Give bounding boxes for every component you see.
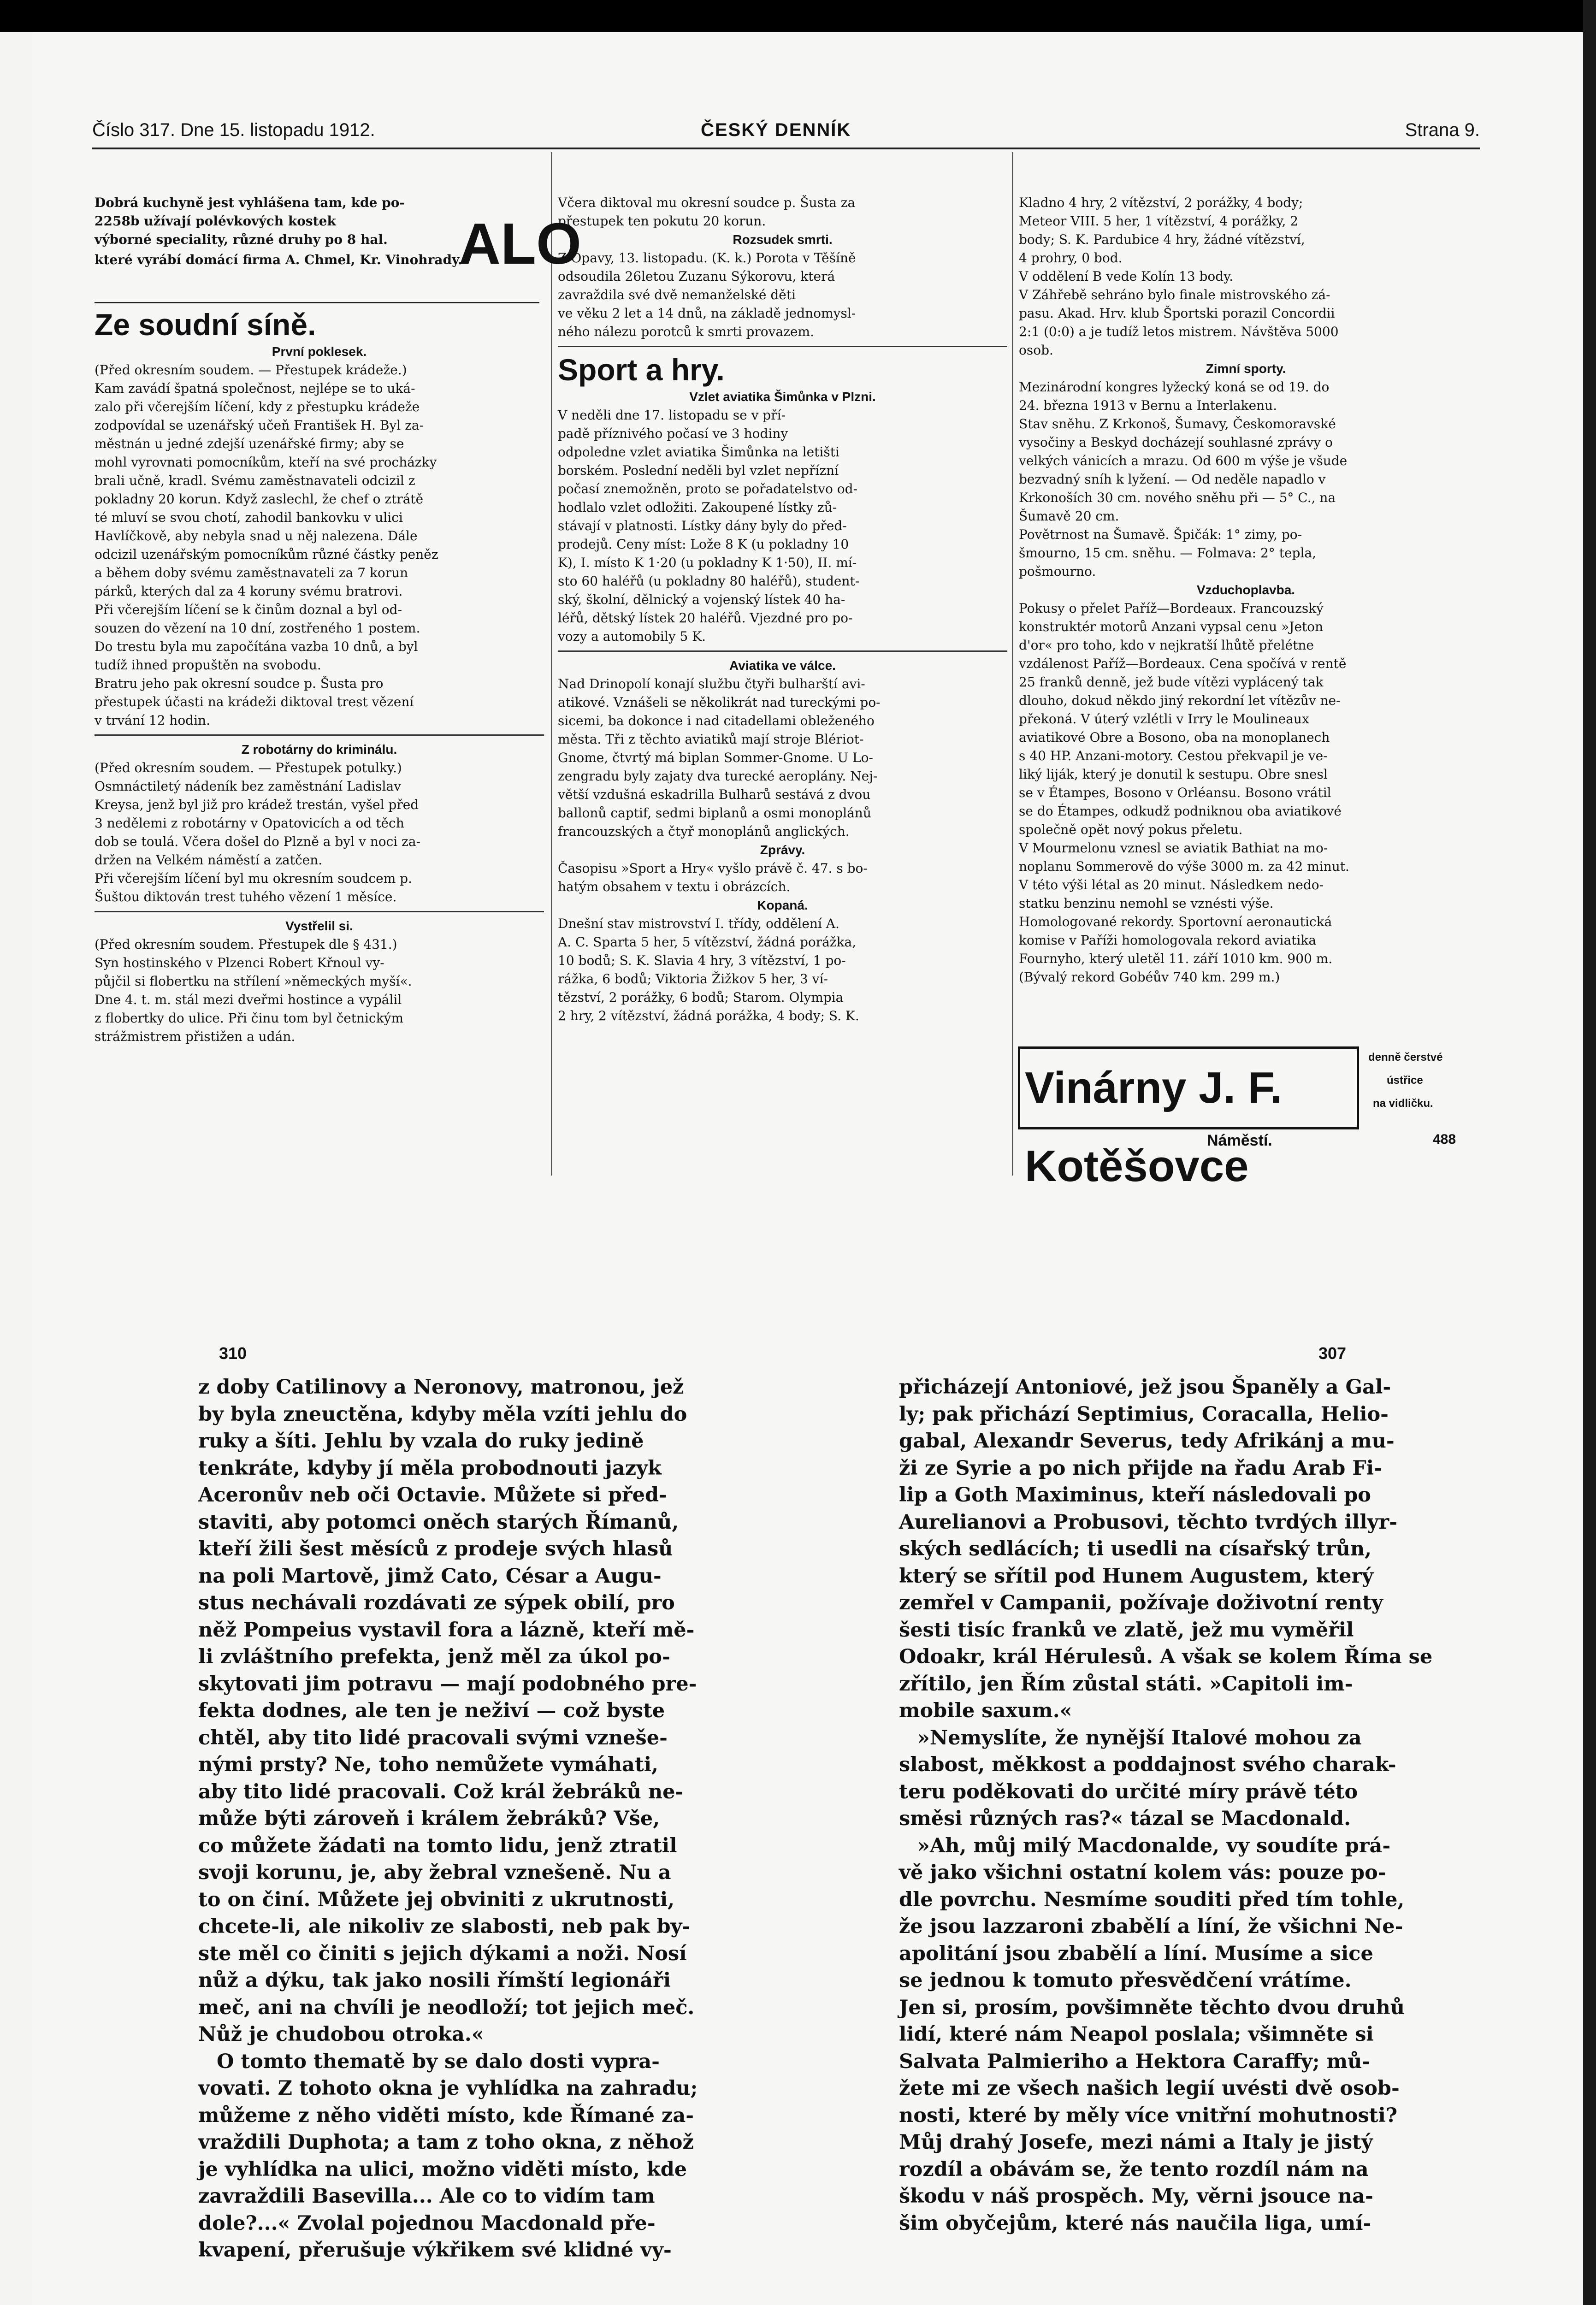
scan-border-right	[1583, 0, 1596, 2305]
text-line: to on činí. Můžete jej obviniti z ukrutnosti,	[198, 1888, 675, 1911]
text-line: nosti, které by měly více vnitřní mohutnosti?	[899, 2104, 1398, 2127]
text-line: směsi různých ras?« tázal se Macdonald.	[899, 1807, 1351, 1830]
text-line: rozdíl a obávám se, že tento rozdíl nám na	[899, 2157, 1369, 2181]
text-line: body; S. K. Pardubice 4 hry, žádné vítězství,	[1019, 232, 1305, 247]
text-line: ži ze Syrie a po nich přijde na řadu Arab Fi-	[899, 1456, 1382, 1480]
text-line: Krkonoších 30 cm. nového sněhu při — 5° C., na	[1019, 490, 1336, 505]
vinarny-place: Náměstí.	[1207, 1132, 1272, 1149]
text-line: V neděli dne 17. listopadu se v pří-	[558, 408, 786, 423]
text-line: 24. března 1913 v Bernu a Interlakenu.	[1019, 398, 1277, 413]
text-line: »Ah, můj milý Macdonalde, vy soudíte prá-	[917, 1834, 1391, 1857]
article-heading: Aviatika ve válce.	[729, 658, 836, 673]
text-line: vraždili Duphota; a tam z toho okna, z něhož	[198, 2131, 694, 2154]
text-line: ballonů captif, sedmi biplanů a osmi monoplánů	[558, 805, 871, 821]
text-line: z flobertky do ulice. Při činu tom byl četnickým	[95, 1011, 404, 1026]
article-separator	[95, 911, 544, 912]
text-line: stávají v platnosti. Lístky dány byly do před-	[558, 518, 847, 533]
article-separator	[558, 650, 1007, 652]
text-line: A. C. Sparta 5 her, 5 vítězství, žádná porážka,	[558, 934, 857, 950]
masthead	[92, 120, 1480, 148]
text-line: Při včerejším líčení byl mu okresním soudcem p.	[95, 871, 412, 886]
article-heading: Zprávy.	[760, 843, 805, 857]
text-line: bezvadný sníh k lyžení. — Od neděle napadlo v	[1019, 472, 1326, 487]
text-line: chcete-li, ale nikoliv ze slabosti, neb pak by-	[198, 1915, 691, 1938]
text-line: odpoledne vzlet aviatika Šimůnka na letišti	[558, 444, 839, 460]
article-separator	[558, 346, 1007, 347]
text-line: města. Tři z těchto aviatiků mají stroje Blériot-	[558, 732, 864, 747]
article-heading: Vzlet aviatika Šimůnka v Plzni.	[689, 390, 876, 404]
text-line: 3 nedělemi z robotárny v Opatovicích a od těch	[95, 816, 404, 831]
text-line: zemřel v Campanii, požívaje doživotní renty	[899, 1591, 1383, 1614]
text-line: skytovati jim potravu — mají podobného pre-	[198, 1672, 697, 1696]
text-line: léřů, dětský lístek 20 haléřů. Vjezdné pro po-	[558, 610, 853, 626]
text-line: zřítilo, jen Řím zůstal státi. »Capitoli im-	[899, 1672, 1353, 1696]
text-line: V této výši létal as 20 minut. Následkem nedo-	[1019, 877, 1324, 892]
text-line: mobile saxum.«	[899, 1699, 1072, 1722]
text-line: V Záhřebě sehráno bylo finale mistrovského zá-	[1019, 287, 1330, 302]
section-title-court: Ze soudní síně.	[95, 307, 316, 342]
article-separator	[95, 734, 544, 736]
column-divider-2	[1012, 152, 1013, 1176]
text-line: osob.	[1019, 343, 1053, 358]
article-body-aviator	[558, 406, 1007, 646]
text-line: a během doby svému zaměstnavateli za 7 korun	[95, 565, 408, 580]
text-line: žete mi ze všech našich legií uvésti dvě osob-	[899, 2077, 1400, 2100]
newspaper-title: ČESKÝ DENNÍK	[701, 120, 851, 140]
column-divider-1	[551, 152, 552, 1176]
text-line: té mluví se svou chotí, zahodil bankovku v ulici	[95, 510, 403, 525]
text-line: ve věku 2 let a 14 dnů, na základě jednomysl-	[558, 306, 856, 321]
text-line: může býti zároveň i králem žebráků? Vše,	[198, 1807, 660, 1830]
text-line: škodu v náš prospěch. My, věrni jsouce na-	[899, 2185, 1373, 2208]
article-heading: První poklesek.	[272, 344, 367, 359]
article-body-shot	[95, 935, 544, 1046]
text-line: větší vzdušná eskadrilla Bulharů sestává z dvou	[558, 787, 871, 802]
text-line: vozy a automobily 5 K.	[558, 629, 706, 644]
article-heading: Vystřelil si.	[285, 919, 353, 933]
text-line: hatým obsahem v textu i obrázcích.	[558, 879, 791, 894]
text-line: přestupek účasti na krádeži diktoval trest vězení	[95, 694, 414, 709]
text-line: ruky a šíti. Jehlu by vzala do ruky jedině	[198, 1430, 644, 1453]
text-line: gabal, Alexandr Severus, tedy Afrikánj a mu-	[899, 1430, 1395, 1453]
text-line: konstruktér motorů Anzani vypsal cenu »Jeton	[1019, 619, 1324, 634]
text-line: Meteor VIII. 5 her, 1 vítězství, 4 porážky, 2	[1019, 213, 1299, 229]
text-line: stus nechávali rozdávati ze sýpek obilí, pro	[198, 1591, 675, 1614]
text-line: dob se toulá. Včera došel do Plzně a byl v noci za-	[95, 834, 421, 849]
text-line: sto 60 haléřů (u pokladny 80 haléřů), student-	[558, 573, 860, 589]
text-line: (Před okresním soudem. — Přestupek krádeže.)	[95, 362, 407, 378]
text-line: odcizil uzenářským pomocníkům různé částky peněz	[95, 547, 438, 562]
text-line: Fournyho, který uletěl 11. září 1010 km. 900 m.	[1019, 951, 1333, 966]
book-text-left	[198, 1374, 698, 2264]
text-line: aby tito lidé pracovali. Což král žebráků ne-	[198, 1780, 684, 1803]
text-line: co můžete žádati na tomto lidu, jenž ztratil	[198, 1834, 677, 1857]
text-line: 4 prohry, 0 bod.	[1019, 250, 1123, 266]
text-line: sicemi, ba dokonce i nad citadellami obleženého	[558, 713, 875, 728]
text-line: meč, ani na chvíli je neodloží; tot jejich meč.	[198, 1996, 695, 2019]
text-line: Bratru jeho pak okresní soudce p. Šusta pro	[95, 676, 384, 691]
alo-ad-line-1: Dobrá kuchyně jest vyhlášena tam, kde po-	[95, 195, 405, 210]
text-line: zengradu byly zajaty dva turecké aeroplány. Nej-	[558, 768, 878, 784]
text-line: velkých vánicích a mrazu. Od 600 m výše je všude	[1019, 453, 1348, 468]
text-line: (Před okresním soudem. — Přestupek potulky.)	[95, 760, 402, 775]
text-line: ský, školní, dělnický a vojenský lístek 40 ha-	[558, 592, 845, 607]
text-line: kvapení, přerušuje výkřikem své klidné vy-	[198, 2239, 672, 2262]
article-heading: Rozsudek smrti.	[733, 232, 833, 247]
text-line: svoji korunu, je, aby žebral vznešeně. Nu a	[198, 1861, 671, 1884]
text-line: 10 bodů; S. K. Slavia 4 hry, 3 vítězství, 1 po-	[558, 953, 846, 968]
text-line: Do trestu byla mu započítána vazba 10 dnů, a byl	[95, 639, 418, 654]
text-line: souzen do vězení na 10 dní, zostřeného 1 postem.	[95, 621, 420, 636]
text-line: ly; pak přichází Septimius, Coracalla, Helio-	[899, 1402, 1389, 1426]
article-body-football-cont	[1019, 194, 1473, 360]
text-line: O tomto thematě by se dalo dosti vypra-	[217, 2050, 660, 2073]
text-line: párků, kterých dal za 4 koruny svému bratrovi.	[95, 584, 403, 599]
vinarny-advertisement	[1018, 1046, 1456, 1191]
text-line: vysočiny a Beskyd docházejí souhlasné zprávy o	[1019, 435, 1333, 450]
text-line: můžeme z něho viděti místo, kde Římané za-	[198, 2104, 694, 2127]
text-line: v trvání 12 hodin.	[95, 713, 210, 728]
article-heading: Vzduchoplavba.	[1196, 583, 1295, 597]
column-court-news	[95, 307, 544, 1046]
text-line: li zvláštního prefekta, jenž měl za úkol po-	[198, 1645, 670, 1668]
text-line: Homologované rekordy. Sportovní aeronautická	[1019, 914, 1332, 929]
text-line: se do Étampes, odkudž podniknou oba aviatikové	[1019, 804, 1342, 819]
text-line: francouzských a čtyř monoplánů anglických.	[558, 824, 850, 839]
text-line: odsoudila 26letou Zuzanu Sýkorovu, která	[558, 269, 835, 284]
issue-date: Číslo 317. Dne 15. listopadu 1912.	[92, 120, 375, 140]
text-line: Aceronův neb oči Octavie. Můžete si před-	[198, 1483, 667, 1507]
text-line: dole?...« Zvolal pojednou Macdonald pře-	[198, 2211, 656, 2235]
text-line: dlouho, dokud někdo jiný rekordní let vítězův ne-	[1019, 693, 1341, 708]
book-text-right	[899, 1374, 1433, 2237]
text-line: Nůž je chudobou otroka.«	[198, 2023, 484, 2046]
text-line: společně opět nový pokus přeletu.	[1019, 822, 1243, 837]
masthead-rule	[92, 148, 1480, 149]
text-line: Povětrnost na Šumavě. Špičák: 1° zimy, po-	[1019, 527, 1302, 542]
text-line: přestupek ten pokutu 20 korun.	[558, 213, 766, 229]
text-line: ských sedlácích; ti usedli na císařský trůn,	[899, 1537, 1372, 1560]
text-line: že jsou lazzaroni zbabělí a líní, že všichni Ne-	[899, 1915, 1403, 1938]
article-body-football	[558, 915, 1007, 1025]
vinarny-code: 488	[1433, 1132, 1456, 1147]
text-line: Stav sněhu. Z Krkonoš, Šumavy, Českomoravské	[1019, 416, 1336, 431]
text-line: komise v Paříži homologovala rekord aviatika	[1019, 933, 1317, 948]
text-line: který se sřítil pod Hunem Augustem, který	[899, 1564, 1374, 1588]
text-line: vě jako všichni ostatní kolem vás: pouze po-	[899, 1861, 1386, 1884]
text-line: Havlíčkově, aby nebyla snad u něj nalezena. Dále	[95, 528, 418, 544]
text-line: (Před okresním soudem. Přestupek dle § 431.)	[95, 937, 397, 952]
text-line: zavraždila své dvě nemanželské děti	[558, 287, 796, 302]
article-body-intro	[558, 194, 1007, 230]
alo-ad-line-3: výborné speciality, různé druhy po 8 hal.	[95, 232, 388, 247]
alo-ad-line-2: 2258b užívají polévkových kostek	[95, 213, 336, 229]
text-line: fekta dodnes, ale ten je neživí — což byste	[198, 1699, 665, 1722]
text-line: vovati. Z tohoto okna je vyhlídka na zahradu;	[198, 2077, 698, 2100]
text-line: apolitání jsou zbabělí a líní. Musíme a sice	[899, 1942, 1373, 1965]
text-line: Osmnáctiletý nádeník bez zaměstnání Ladislav	[95, 779, 402, 794]
text-line: šim obyčejům, které nás naučila liga, umí-	[899, 2211, 1371, 2235]
article-body-robotarna	[95, 759, 544, 906]
text-line: Při včerejším líčení se k činům doznal a byl od-	[95, 602, 402, 617]
text-line: mohl vyrovnati pomocníkům, kteří na své procházky	[95, 455, 437, 470]
article-body-aeronautics	[1019, 599, 1473, 987]
text-line: Gnome, čtvrtý má biplan Sommer-Gnome. U Lo-	[558, 750, 873, 765]
text-line: chtěl, aby tito lidé pracovali svými vzneše-	[198, 1726, 668, 1749]
text-line: pasu. Akad. Hrv. klub Športski porazil Concordii	[1019, 306, 1335, 321]
text-line: V oddělení B vede Kolín 13 body.	[1019, 269, 1234, 284]
text-line: počasí znemožněn, proto se pořadatelstvo od-	[558, 481, 858, 496]
text-line: zalo při včerejším líčení, kdy z přestupku krádeže	[95, 399, 420, 414]
article-heading: Zimní sporty.	[1206, 361, 1286, 376]
text-line: zavraždili Basevilla... Ale co to vidím tam	[198, 2185, 655, 2208]
text-line: K), I. místo K 1·20 (u pokladny K 1·50), II. mí-	[558, 555, 857, 570]
alo-brand: ALO	[459, 211, 581, 276]
article-body-news	[558, 859, 1007, 896]
text-line: lip a Goth Maximinus, kteří následovali po	[899, 1483, 1371, 1507]
alo-ad-line-4: které vyrábí domácí firma A. Chmel, Kr. Vinohrady.	[95, 252, 462, 267]
text-line: ného nálezu porotců k smrti provazem.	[558, 324, 814, 339]
text-line: Dnešní stav mistrovství I. třídy, oddělení A.	[558, 916, 839, 931]
vinarny-side-1: denně čerstvé	[1368, 1051, 1443, 1064]
text-line: atikové. Vznášeli se několikrát nad tureckými po-	[558, 695, 881, 710]
text-line: 2 hry, 2 vítězství, žádná porážka, 4 body; S. K.	[558, 1008, 859, 1023]
text-line: Kladno 4 hry, 2 vítězství, 2 porážky, 4 body;	[1019, 195, 1303, 210]
text-line: borském. Poslední neděli byl vzlet nepřízní	[558, 463, 839, 478]
text-line: se v Étampes, Bosono v Orléansu. Bosono vrátil	[1019, 785, 1331, 800]
text-line: zodpovídal se uzenářský učeň František H. Byl za-	[95, 418, 424, 433]
text-line: Šuštou diktován trest tuhého vězení 1 měsíce.	[95, 889, 397, 904]
text-line: městnán u jedné zdejší uzenářské firmy; aby se	[95, 436, 404, 451]
text-line: Včera diktoval mu okresní soudce p. Šusta za	[558, 195, 856, 210]
section-title-sport: Sport a hry.	[558, 353, 725, 387]
text-line: d'or« pro toho, kdo v nejkratší lhůtě přelétne	[1019, 638, 1314, 653]
text-line: brali učně, kradl. Svému zaměstnavateli odcizil z	[95, 473, 415, 488]
text-line: držen na Velkém náměstí a zatčen.	[95, 852, 323, 868]
scan-border-top	[0, 0, 1596, 32]
text-line: by byla zneuctěna, kdyby měla vzíti jehlu do	[198, 1402, 687, 1426]
text-line: dle povrchu. Nesmíme souditi před tím tohle,	[899, 1888, 1405, 1911]
text-line: Syn hostinského v Plzenci Robert Křnoul vy-	[95, 955, 384, 970]
article-body-aviation-war	[558, 675, 1007, 841]
text-line: pošmourno.	[1019, 564, 1096, 579]
text-line: šmourno, 15 cm. sněhu. — Folmava: 2° tepla,	[1019, 545, 1316, 561]
text-line: Z Opavy, 13. listopadu. (K. k.) Porota v Těšíně	[558, 250, 856, 266]
text-line: vzdálenost Paříž—Bordeaux. Cena spočívá v rentě	[1019, 656, 1347, 671]
text-line: půjčil si flobertku na střílení »německých myší«.	[95, 974, 412, 989]
ad-rule	[95, 302, 539, 303]
text-line: nými prsty? Ne, toho nemůžete vymáhati,	[198, 1753, 659, 1776]
text-line: staviti, aby potomci oněch starých Římanů,	[198, 1510, 679, 1534]
text-line: noplanu Sommerově do výše 3000 m. za 42 minut.	[1019, 859, 1349, 874]
book-page-number-left: 310	[219, 1344, 247, 1363]
text-line: strážmistrem přistižen a udán.	[95, 1029, 296, 1044]
text-line: Kreysa, jenž byl již pro krádež trestán, vyšel před	[95, 797, 419, 812]
column-sport	[558, 194, 1007, 1025]
text-line: rážka, 6 bodů; Viktoria Žižkov 5 her, 3 ví-	[558, 971, 828, 987]
text-line: Dne 4. t. m. stál mezi dveřmi hostince a vypálil	[95, 992, 402, 1007]
text-line: něž Pompeius vystavil fora a lázně, kteří mě-	[198, 1618, 695, 1642]
text-line: »Nemyslíte, že nynější Italové mohou za	[917, 1726, 1362, 1749]
article-body-winter-sports	[1019, 378, 1473, 581]
text-line: 2:1 (0:0) a je tudíž letos mistrem. Návštěva 5000	[1019, 324, 1339, 339]
text-line: Šumavě 20 cm.	[1019, 508, 1119, 524]
text-line: Časopisu »Sport a Hry« vyšlo právě č. 47. s bo-	[558, 861, 868, 876]
text-line: na poli Martově, jimž Cato, César a Augu-	[198, 1564, 662, 1588]
book-page-number-right: 307	[1318, 1344, 1347, 1363]
text-line: lidí, které nám Neapol poslala; všimněte si	[899, 2023, 1374, 2046]
text-line: Nad Drinopolí konají službu čtyři bulharští avi-	[558, 676, 865, 692]
text-line: přicházejí Antoniové, jež jsou Španěly a Gal-	[899, 1376, 1391, 1399]
text-line: 25 franků denně, jež bude vítězi vyplácený tak	[1019, 674, 1324, 690]
text-line: Můj drahý Josefe, mezi námi a Italy je jistý	[899, 2131, 1373, 2154]
text-line: se jednou k tomuto přesvědčení vrátíme.	[899, 1969, 1352, 1992]
text-line: z doby Catilinovy a Neronovy, matronou, jež	[198, 1376, 684, 1399]
text-line: prodejů. Ceny míst: Lože 8 K (u pokladny 10	[558, 537, 849, 552]
text-line: kteří žili šest měsíců z prodeje svých hlasů	[198, 1537, 673, 1560]
text-line: ste měl co činiti s jejich dýkami a noži. Nosí	[198, 1942, 687, 1965]
text-line: statku benzinu nemohl se vznésti výše.	[1019, 896, 1274, 911]
text-line: Mezinárodní kongres lyžecký koná se od 19. do	[1019, 379, 1330, 395]
text-line: slabost, měkkost a poddajnost svého charak-	[899, 1753, 1396, 1776]
article-heading: Z robotárny do kriminálu.	[241, 742, 397, 757]
text-line: tudíž ihned propuštěn na svobodu.	[95, 657, 321, 673]
vinarny-name: Vinárny J. F. Kotěšovce	[1018, 1046, 1359, 1129]
text-line: je vyhlídka na ulici, možno viděti místo, kde	[198, 2157, 687, 2181]
vinarny-side-2: ústřice	[1387, 1074, 1423, 1087]
text-line: Aurelianovi a Probusovi, těchto tvrdých illyr-	[899, 1510, 1398, 1534]
text-line: pokladny 20 korun. Když zaslechl, že chef o ztrátě	[95, 491, 424, 507]
text-line: tenkráte, kdyby jí měla probodnouti jazyk	[198, 1456, 662, 1480]
text-line: V Mourmelonu vznesl se aviatik Bathiat na mo-	[1019, 840, 1328, 856]
column-sport-continued	[1019, 194, 1473, 987]
page-number: Strana 9.	[1405, 120, 1480, 140]
text-line: překoná. V úterý vzlétli v Irry le Moulineaux	[1019, 711, 1309, 727]
vinarny-side-3: na vidličku.	[1373, 1097, 1433, 1110]
article-body-first-offence	[95, 361, 544, 730]
text-line: šesti tisíc franků ve zlatě, jež mu vyměřil	[899, 1618, 1354, 1642]
text-line: Jen si, prosím, povšimněte těchto dvou druhů	[899, 1996, 1405, 2019]
text-line: (Bývalý rekord Gobéův 740 km. 299 m.)	[1019, 969, 1280, 985]
article-body-death-sentence	[558, 249, 1007, 341]
text-line: padě příznivého počasí ve 3 hodiny	[558, 426, 788, 441]
text-line: nůž a dýku, tak jako nosili římští legionáři	[198, 1969, 671, 1992]
text-line: Kam zavádí špatná společnost, nejlépe se to uká-	[95, 381, 415, 396]
text-line: aviatikové Obre a Bosono, oba na monoplanech	[1019, 730, 1330, 745]
text-line: Odoakr, král Hérulesů. A však se kolem Říma se	[899, 1645, 1433, 1668]
article-heading: Kopaná.	[757, 898, 808, 912]
text-line: Pokusy o přelet Paříž—Bordeaux. Francouzský	[1019, 601, 1324, 616]
text-line: hodlalo vzlet odložiti. Zakoupené lístky zů-	[558, 500, 837, 515]
text-line: teru poděkovati do určité míry právě této	[899, 1780, 1358, 1803]
text-line: tězství, 2 porážky, 6 bodů; Starom. Olympia	[558, 990, 844, 1005]
text-line: Salvata Palmieriho a Hektora Caraffy; mů-	[899, 2050, 1371, 2073]
text-line: liký liják, který je donutil k sestupu. Obre snesl	[1019, 767, 1328, 782]
text-line: s 40 HP. Anzani-motory. Cestou překvapil je ve-	[1019, 748, 1328, 763]
